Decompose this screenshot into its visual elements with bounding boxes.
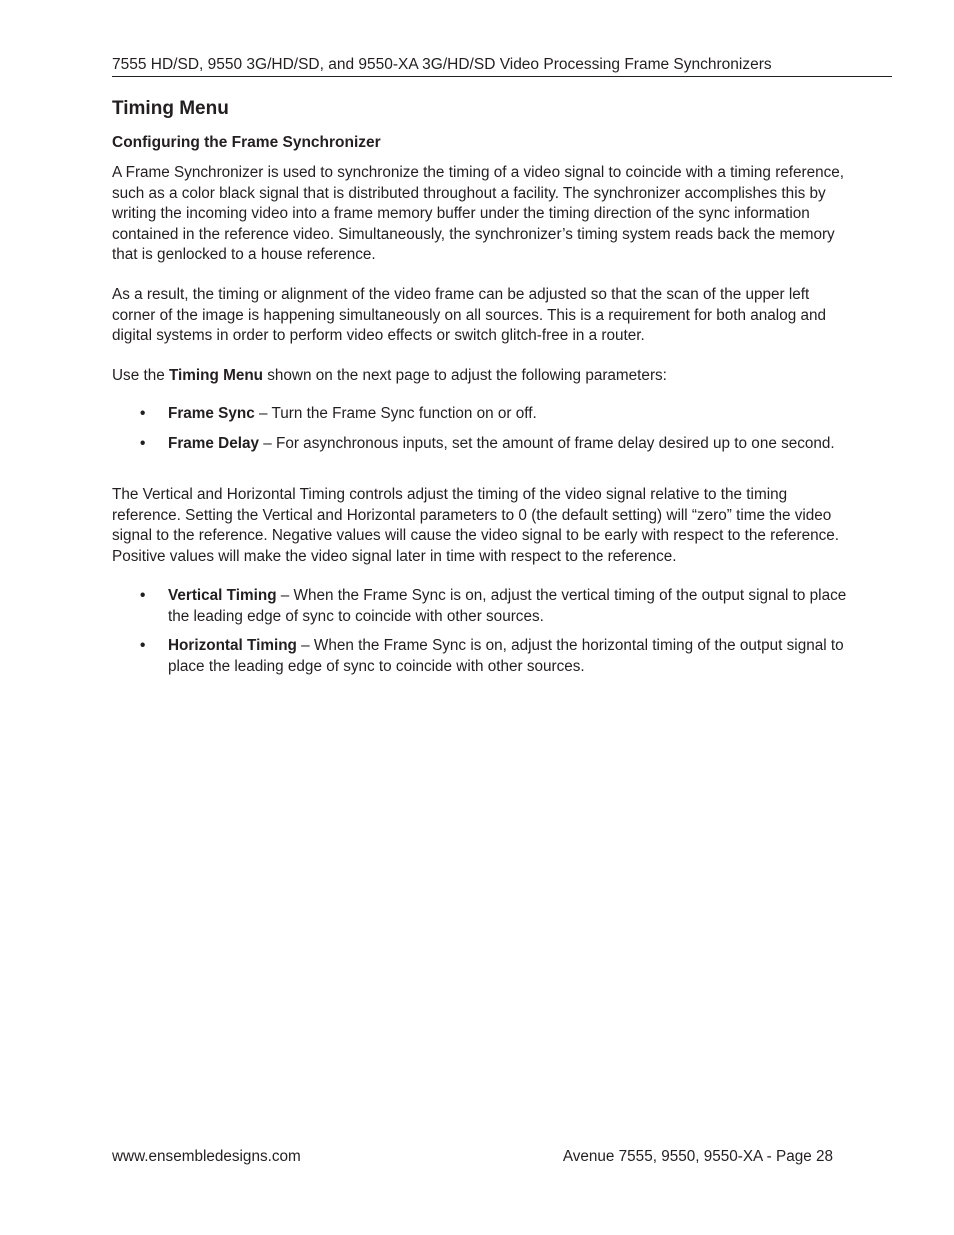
bullet-term: Horizontal Timing — [168, 637, 297, 654]
page-header — [112, 54, 892, 77]
bullet-body — [168, 434, 850, 455]
bullet-term: Frame Sync — [168, 405, 255, 422]
bullet-term: Frame Delay — [168, 435, 259, 452]
bullet-icon: • — [140, 435, 146, 452]
footer-page-number: Avenue 7555, 9550, 9550-XA - Page 28 — [562, 1148, 833, 1165]
section-title: Timing Menu — [112, 98, 229, 119]
bullet-body — [168, 586, 850, 627]
footer-website: www.ensembledesigns.com — [112, 1148, 301, 1165]
bullet-body — [168, 404, 850, 425]
bullet-term: Vertical Timing — [168, 587, 277, 604]
bullet-text: – When the Frame Sync is on, adjust the horizontal timing of the output signal to place the leading edge of sync to coincide with other sources. — [168, 637, 844, 675]
header-title: 7555 HD/SD, 9550 3G/HD/SD, and 9550-XA 3G/HD/SD Video Processing Frame Synchronizers — [112, 56, 772, 73]
bullet-text: – When the Frame Sync is on, adjust the vertical timing of the output signal to place the leading edge of sync to coincide with other sources. — [168, 587, 847, 625]
bullet-icon: • — [140, 587, 146, 604]
bullet-icon: • — [140, 637, 146, 654]
bullet-body — [168, 636, 850, 677]
paragraph-use-timing-menu — [112, 366, 852, 387]
paragraph-result: As a result, the timing or alignment of the video frame can be adjusted so that the scan of the upper left corner of the image is happening simultaneously on all sources. This is a requirement for both analog and digital systems in order to perform video effects or switch glitch-free in a router. — [112, 286, 826, 344]
bullet-icon: • — [140, 405, 146, 422]
paragraph-intro: A Frame Synchronizer is used to synchronize the timing of a video signal to coincide with a timing reference, such as a color black signal that is distributed throughout a facility. The synchronizer accomplishes this by writing the incoming video into a frame memory buffer under the timing direction of the sync information contained in the reference video. Simultaneously, the synchronizer’s timing system reads back the memory that is genlocked to a house reference. — [112, 164, 845, 263]
paragraph-timing-controls: The Vertical and Horizontal Timing controls adjust the timing of the video signal relative to the timing reference. Setting the Vertical and Horizontal parameters to 0 (the default setting) will “zero” time the video signal to the reference. Negative values will cause the video signal to be early with respect to the reference. Positive values will make the video signal later in time with respect to the reference. — [112, 486, 840, 565]
bullet-text: – Turn the Frame Sync function on or off. — [254, 405, 537, 422]
subsection-title: Configuring the Frame Synchronizer — [112, 134, 381, 151]
bullet-text: – For asynchronous inputs, set the amount of frame delay desired up to one second. — [258, 435, 835, 452]
paragraph-use-suffix: shown on the next page to adjust the following parameters: — [263, 367, 667, 384]
paragraph-use-prefix: Use the — [112, 367, 169, 384]
timing-menu-reference: Timing Menu — [168, 367, 264, 384]
